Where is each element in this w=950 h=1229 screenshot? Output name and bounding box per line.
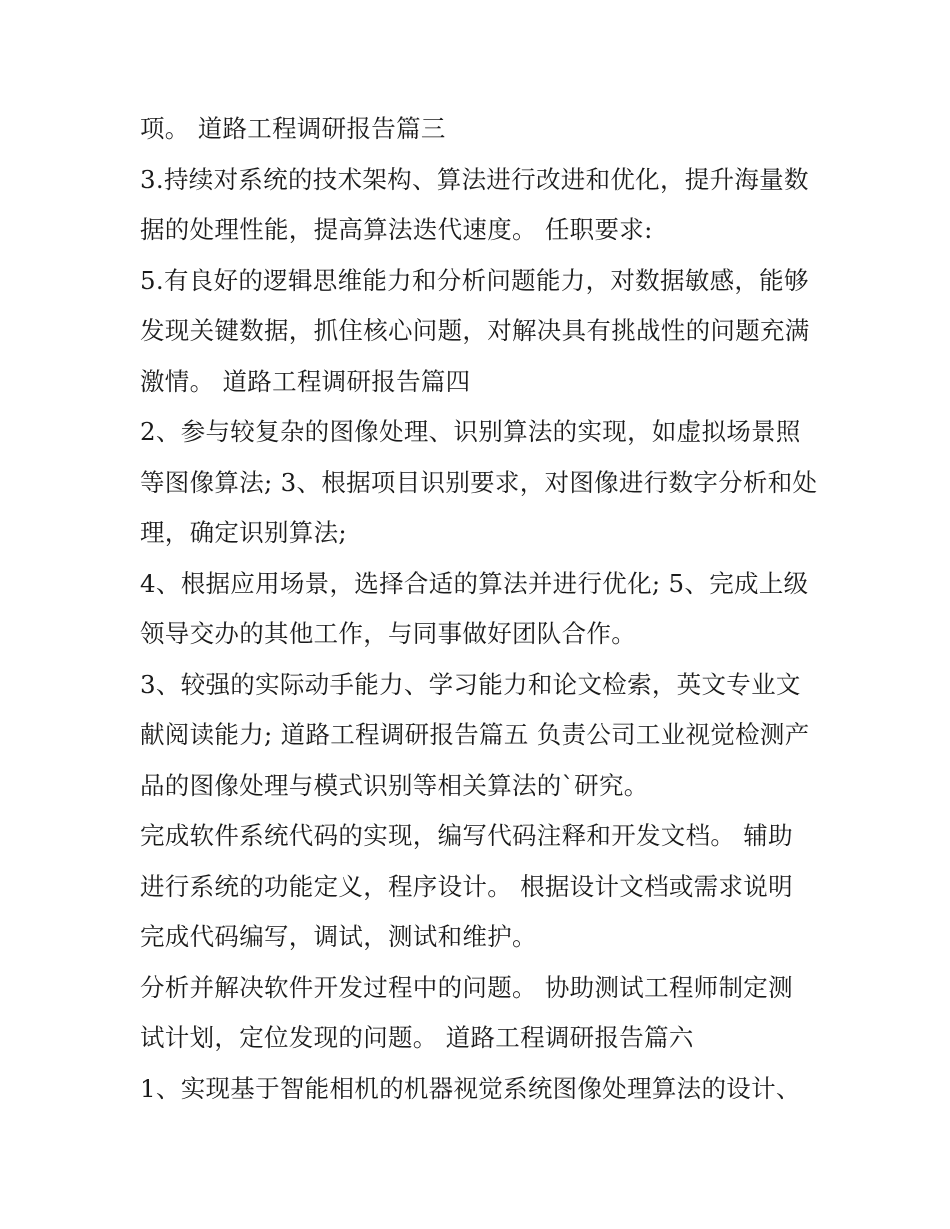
text-line: 试计划，定位发现的问题。 道路工程调研报告篇六 [140,1023,694,1052]
text-line: 发现关键数据，抓住核心问题，对解决具有挑战性的问题充满 [140,316,810,345]
text-line: 分析并解决软件开发过程中的问题。 协助测试工程师制定测 [140,972,793,1002]
text-line: 完成代码编写，调试，测试和维护。 [140,922,537,951]
text-line: 等图像算法; 3、根据项目识别要求，对图像进行数字分析和处 [140,467,818,497]
text-line: 2、参与较复杂的图像处理、识别算法的实现，如虚拟场景照 [140,417,801,446]
text-line: 1、实现基于智能相机的机器视觉系统图像处理算法的设计、 [140,1073,801,1103]
text-line: 领导交办的其他工作，与同事做好团队合作。 [140,619,636,648]
text-line: 据的处理性能，提高算法迭代速度。 任职要求: [140,215,653,244]
text-line: 进行系统的功能定义，程序设计。 根据设计文档或需求说明 [140,871,793,901]
text-line: 献阅读能力; 道路工程调研报告篇五 负责公司工业视觉检测产 [140,720,810,749]
text-line: 完成软件系统代码的实现，编写代码注释和开发文档。 辅助 [140,821,793,850]
text-line: 4、根据应用场景，选择合适的算法并进行优化; 5、完成上级 [140,568,809,598]
text-line: 3.持续对系统的技术架构、算法进行改进和优化，提升海量数 [140,164,809,194]
text-line: 项。 道路工程调研报告篇三 [140,114,446,143]
text-line: 激情。 道路工程调研报告篇四 [140,366,471,396]
document-body [140,104,820,1114]
text-line: 品的图像处理与模式识别等相关算法的`研究。 [140,770,649,800]
text-line: 3、较强的实际动手能力、学习能力和论文检索，英文专业文 [140,669,801,699]
text-line: 理，确定识别算法; [140,518,347,547]
text-line: 5.有良好的逻辑思维能力和分析问题能力，对数据敏感，能够 [140,265,809,295]
